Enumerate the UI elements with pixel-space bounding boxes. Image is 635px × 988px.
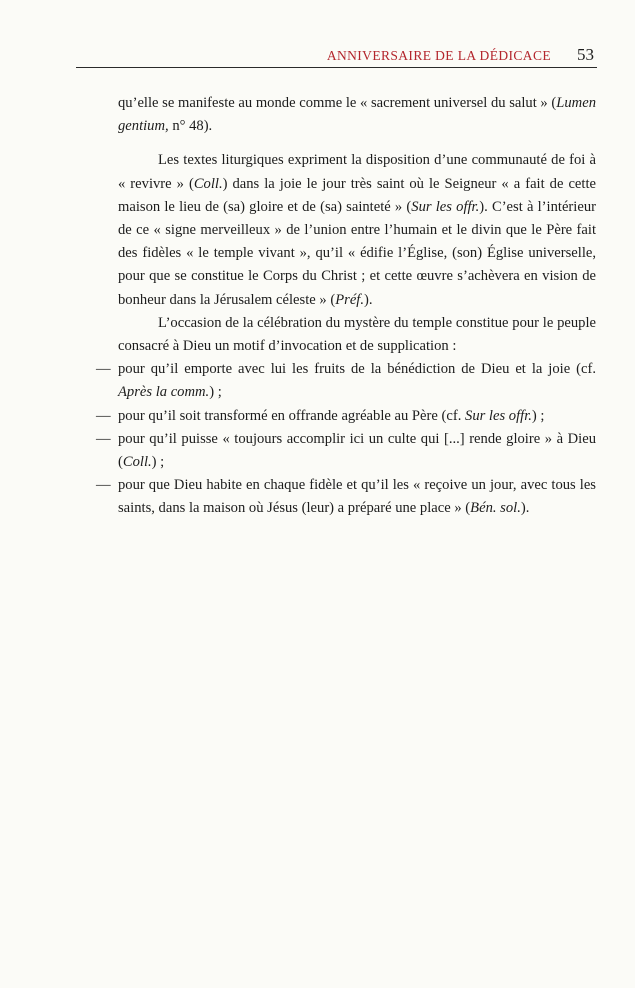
paragraph-2: Les textes liturgiques expriment la disposition d’une communauté de foi à « revivre » (Coll.) dans la joie le jour très saint où le Seigneur « a fait de cette maison le lieu de (sa) gloire et de (sa) sainteté » (Sur les offr.). C’est à l’intérieur de ce « signe merveilleux » de l’union entre l’humain et le divin que le Père fait des fidèles « le temple vivant », qu’il « édifie l’Église, (son) Église universelle, pour que se constitue le Corps du Christ ; et cette œuvre s’achèvera en vision de bonheur dans la Jérusalem céleste » (Préf.).: [118, 152, 596, 308]
list-item: — pour qu’il emporte avec lui les fruits de la bénédiction de Dieu et la joie (cf. Après la comm.) ;: [96, 358, 596, 404]
list-item: — pour que Dieu habite en chaque fidèle et qu’il les « reçoive un jour, avec tous les saints, dans la maison où Jésus (leur) a préparé une place » (Bén. sol.).: [96, 474, 596, 520]
paragraph-3: L’occasion de la célébration du mystère du temple constitue pour le peuple consacré à Dieu un motif d’invocation et de supplication :: [118, 314, 596, 355]
dash-marker: —: [96, 430, 111, 447]
supplication-list: [96, 358, 596, 520]
paragraph-1: qu’elle se manifeste au monde comme le « sacrement universel du salut » (Lumen gentium, n° 48).: [118, 95, 596, 135]
page-header: [76, 47, 597, 68]
dash-marker: —: [96, 361, 111, 378]
running-title: ANNIVERSAIRE DE LA DÉDICACE: [326, 48, 551, 63]
dash-marker: —: [96, 477, 111, 494]
list-item: — pour qu’il puisse « toujours accomplir ici un culte qui [...] rende gloire » à Dieu (Coll.) ;: [96, 428, 596, 474]
page-number: 53: [577, 45, 594, 64]
page-body: [96, 92, 596, 521]
list-item: — pour qu’il soit transformé en offrande agréable au Père (cf. Sur les offr.) ;: [96, 405, 596, 428]
dash-marker: —: [96, 407, 111, 424]
